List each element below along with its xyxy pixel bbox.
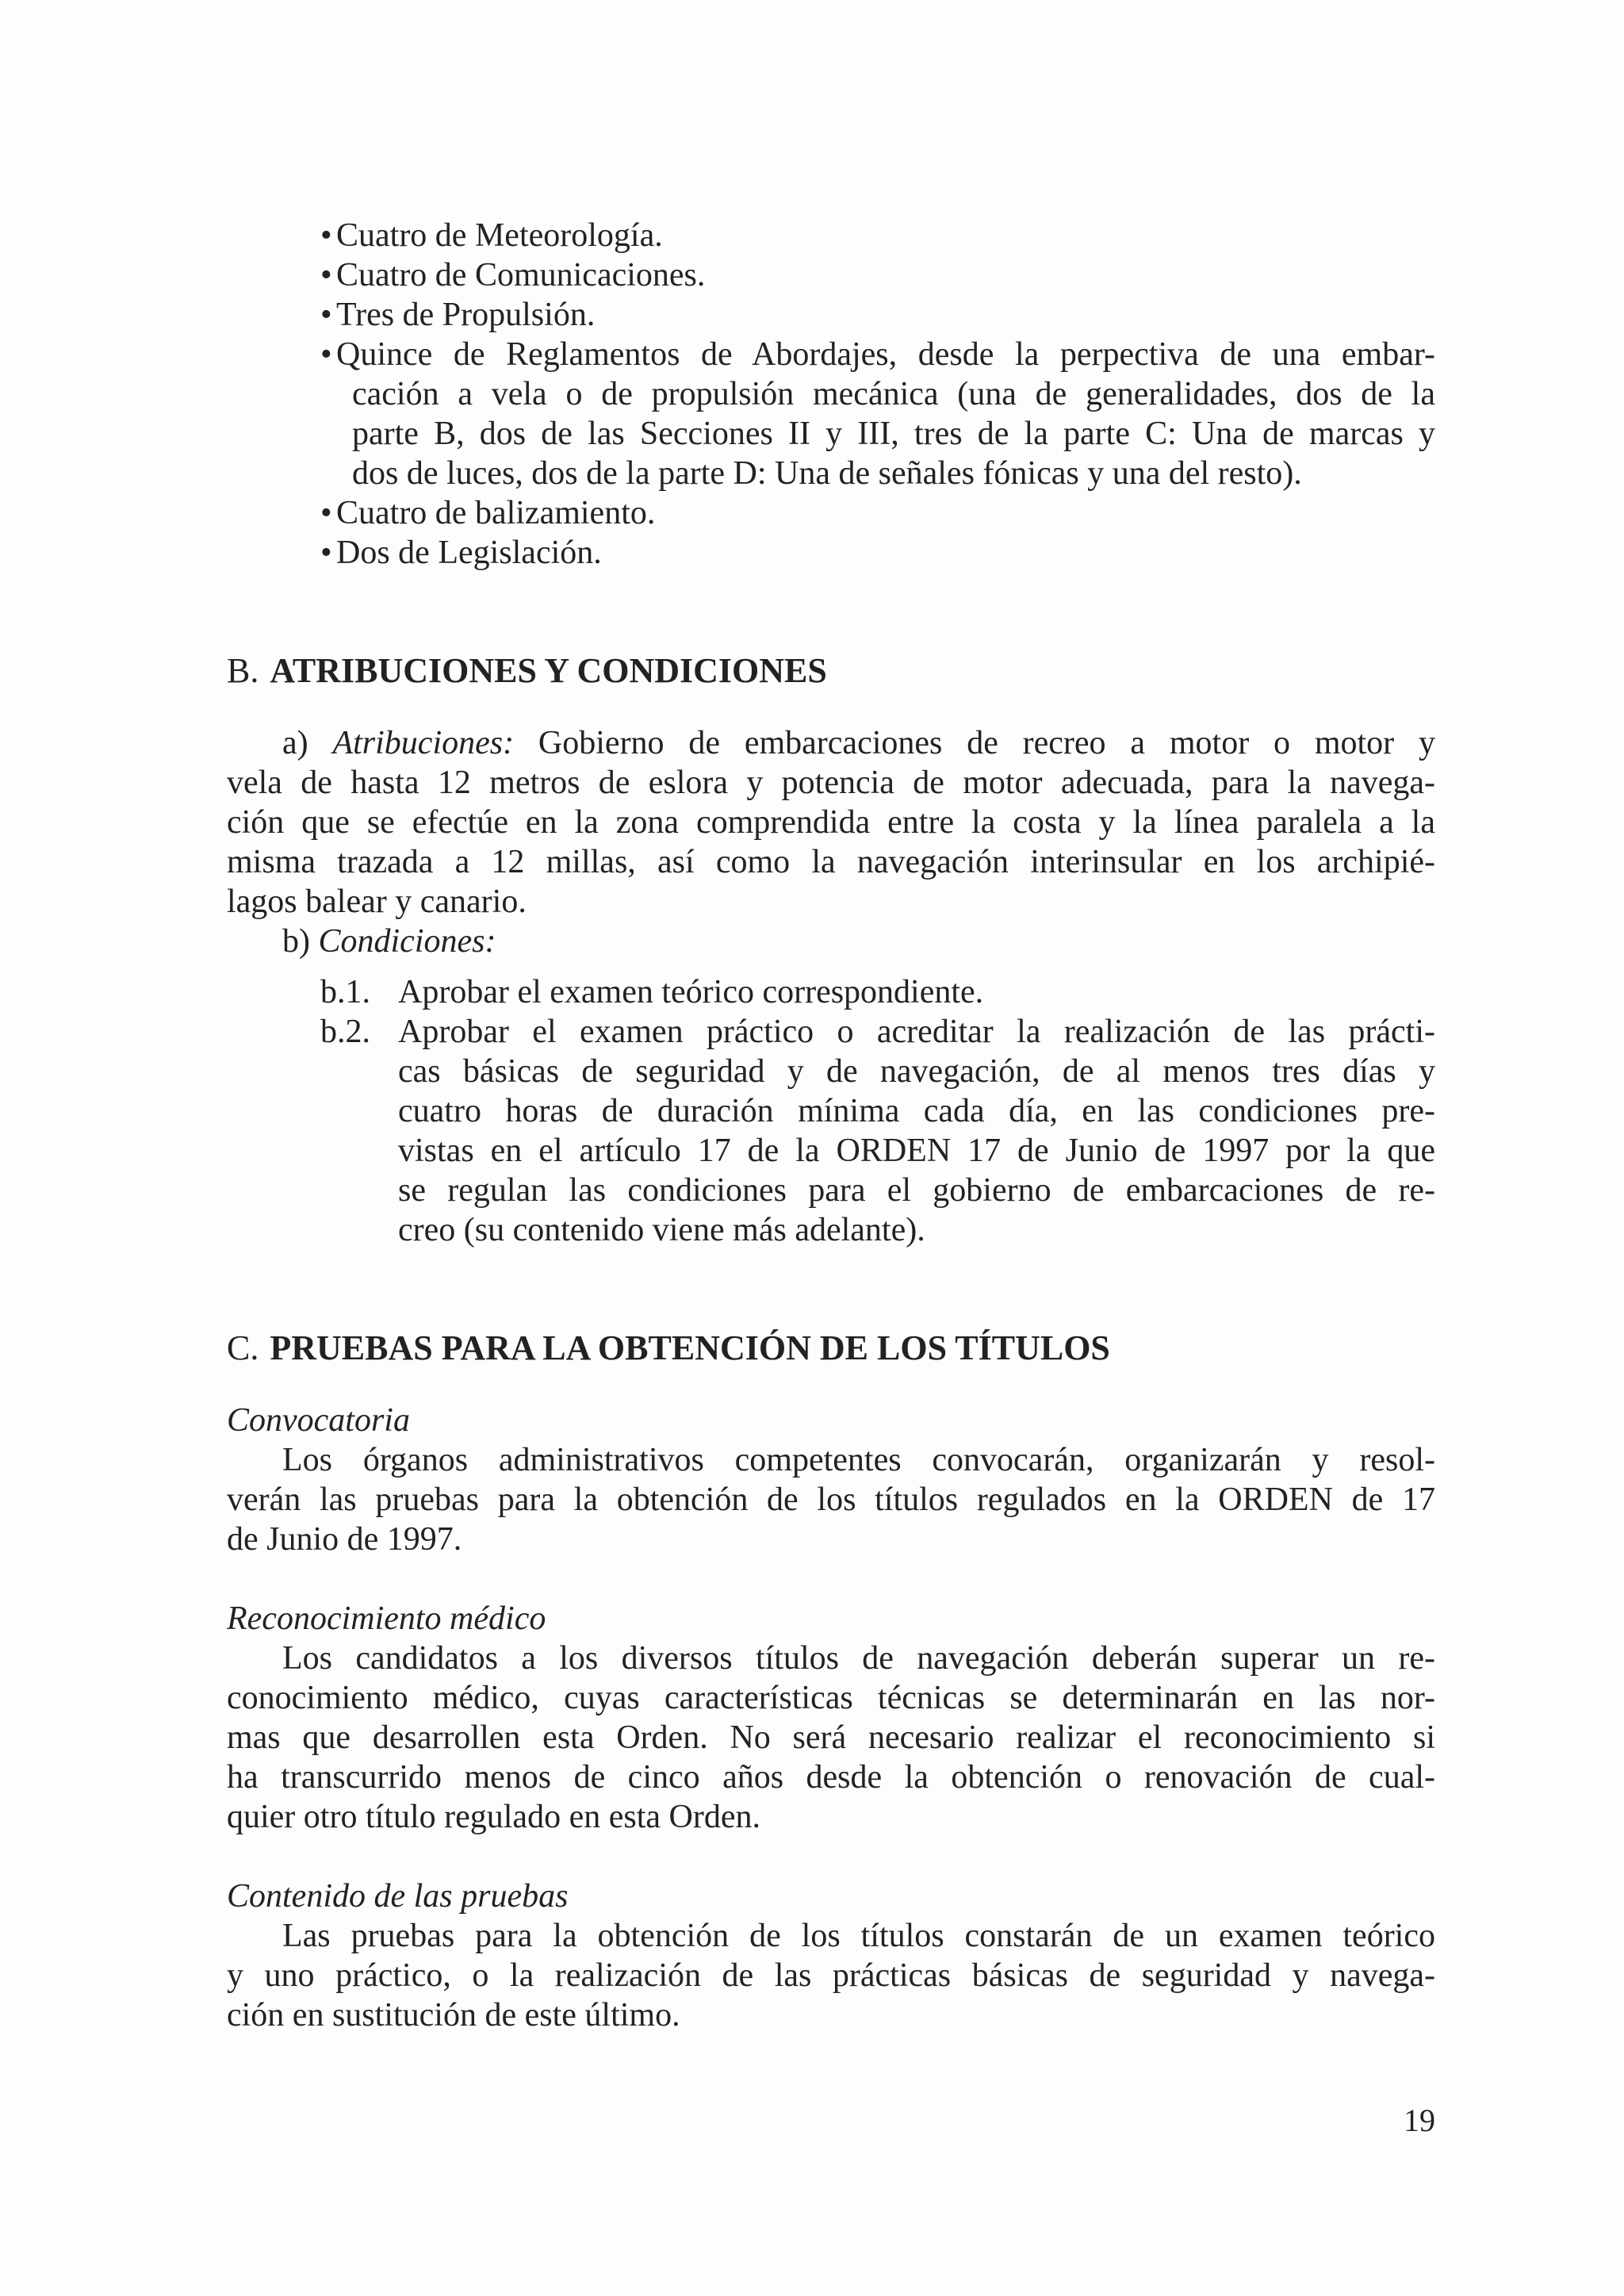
subsection-heading: Contenido de las pruebas (227, 1878, 569, 1915)
item-label: a) (282, 725, 308, 761)
paragraph-line: Los candidatos a los diversos títulos de navegación deberán superar un re- (282, 1640, 1435, 1677)
page-content (227, 216, 1435, 2035)
paragraph-line: Los órganos administrativos competentes convocarán, organizarán y resol- (282, 1442, 1435, 1478)
subsection-contenido-pruebas (227, 1876, 1435, 2035)
bullet-item (320, 295, 1435, 335)
subsection-heading: Reconocimiento médico (227, 1600, 546, 1637)
item-label: b) (282, 923, 310, 960)
bullet-text: Quince de Reglamentos de Abordajes, desde la perpectiva de una embar- (336, 336, 1435, 373)
section-title: PRUEBAS PARA LA OBTENCIÓN DE LOS TÍTULOS (270, 1328, 1110, 1367)
subsection-heading: Convocatoria (227, 1402, 410, 1439)
paragraph-line: ción en sustitución de este último. (227, 1997, 680, 2033)
condition-text: Aprobar el examen teórico correspondiente. (398, 974, 984, 1010)
condition-text: creo (su contenido viene más adelante). (398, 1212, 925, 1248)
bullet-text: Tres de Propulsión. (336, 297, 596, 333)
paragraph-line: quier otro título regulado en esta Orden. (227, 1799, 760, 1835)
bullet-text: Cuatro de Comunicaciones. (336, 257, 706, 293)
page-number: 19 (1404, 2102, 1435, 2138)
bullet-dot: • (320, 336, 332, 373)
attributions-label: Atribuciones: (332, 725, 515, 761)
paragraph-line: conocimiento médico, cuyas características técnicas se determinarán en las nor- (227, 1680, 1435, 1716)
bullet-text-continued: cación a vela o de propulsión mecánica (una de generalidades, dos de la (352, 376, 1435, 412)
paragraph-line: mas que desarrollen esta Orden. No será necesario realizar el reconocimiento si (227, 1719, 1435, 1756)
section-c-heading (227, 1328, 1435, 1369)
section-title: ATRIBUCIONES Y CONDICIONES (270, 651, 827, 690)
bullet-item (320, 533, 1435, 573)
conditions-heading-line (227, 922, 1435, 961)
bullet-dot: • (320, 217, 332, 254)
paragraph-line: y uno práctico, o la realización de las prácticas básicas de seguridad y navega- (227, 1957, 1435, 1994)
paragraph-text: Gobierno de embarcaciones de recreo a motor o motor y (538, 725, 1435, 761)
subsection-reconocimiento-medico (227, 1599, 1435, 1837)
bullet-dot: • (320, 297, 332, 333)
paragraph-line: lagos balear y canario. (227, 884, 527, 920)
bullet-item (320, 216, 1435, 255)
subsection-convocatoria (227, 1401, 1435, 1559)
bullet-item (320, 255, 1435, 295)
condition-number: b.2. (320, 1014, 370, 1050)
condition-item (320, 972, 1435, 1012)
bullet-item (320, 335, 1435, 493)
condition-text: Aprobar el examen práctico o acreditar la realización de las prácti- (398, 1014, 1435, 1050)
paragraph-line: ha transcurrido menos de cinco años desde la obtención o renovación de cual- (227, 1759, 1435, 1796)
bullet-text: Cuatro de Meteorología. (336, 217, 663, 254)
paragraph-line: vela de hasta 12 metros de eslora y potencia de motor adecuada, para la navega- (227, 765, 1435, 801)
bullet-text: Cuatro de balizamiento. (336, 495, 656, 531)
bullet-dot: • (320, 535, 332, 571)
bullet-text-continued: parte B, dos de las Secciones II y III, tres de la parte C: Una de marcas y (352, 416, 1435, 452)
bullet-dot: • (320, 257, 332, 293)
condition-number: b.1. (320, 974, 370, 1010)
condition-text: vistas en el artículo 17 de la ORDEN 17 de Junio de 1997 por la que (398, 1133, 1435, 1169)
condition-text: cas básicas de seguridad y de navegación, de al menos tres días y (398, 1053, 1435, 1090)
bullet-item (320, 493, 1435, 533)
section-number: C. (227, 1328, 259, 1367)
condition-text: cuatro horas de duración mínima cada día, en las condiciones pre- (398, 1093, 1435, 1129)
section-b-body (227, 723, 1435, 1250)
paragraph-line: Las pruebas para la obtención de los títulos constarán de un examen teórico (282, 1918, 1435, 1954)
section-b-heading (227, 650, 1435, 692)
paragraph-line: ción que se efectúe en la zona comprendida entre la costa y la línea paralela a la (227, 804, 1435, 841)
paragraph-line: verán las pruebas para la obtención de los títulos regulados en la ORDEN de 17 (227, 1481, 1435, 1518)
bullet-text: Dos de Legislación. (336, 535, 602, 571)
conditions-list (227, 972, 1435, 1250)
conditions-label: Condiciones: (318, 923, 496, 960)
paragraph-line: de Junio de 1997. (227, 1521, 462, 1558)
condition-item (320, 1012, 1435, 1250)
section-number: B. (227, 651, 259, 690)
bullet-dot: • (320, 495, 332, 531)
attributions-paragraph-line (227, 723, 1435, 763)
paragraph-line: misma trazada a 12 millas, así como la navegación interinsular en los archipié- (227, 844, 1435, 880)
bullet-text-continued: dos de luces, dos de la parte D: Una de señales fónicas y una del resto). (352, 455, 1302, 492)
topic-bullet-list (320, 216, 1435, 573)
condition-text: se regulan las condiciones para el gobierno de embarcaciones de re- (398, 1172, 1435, 1209)
